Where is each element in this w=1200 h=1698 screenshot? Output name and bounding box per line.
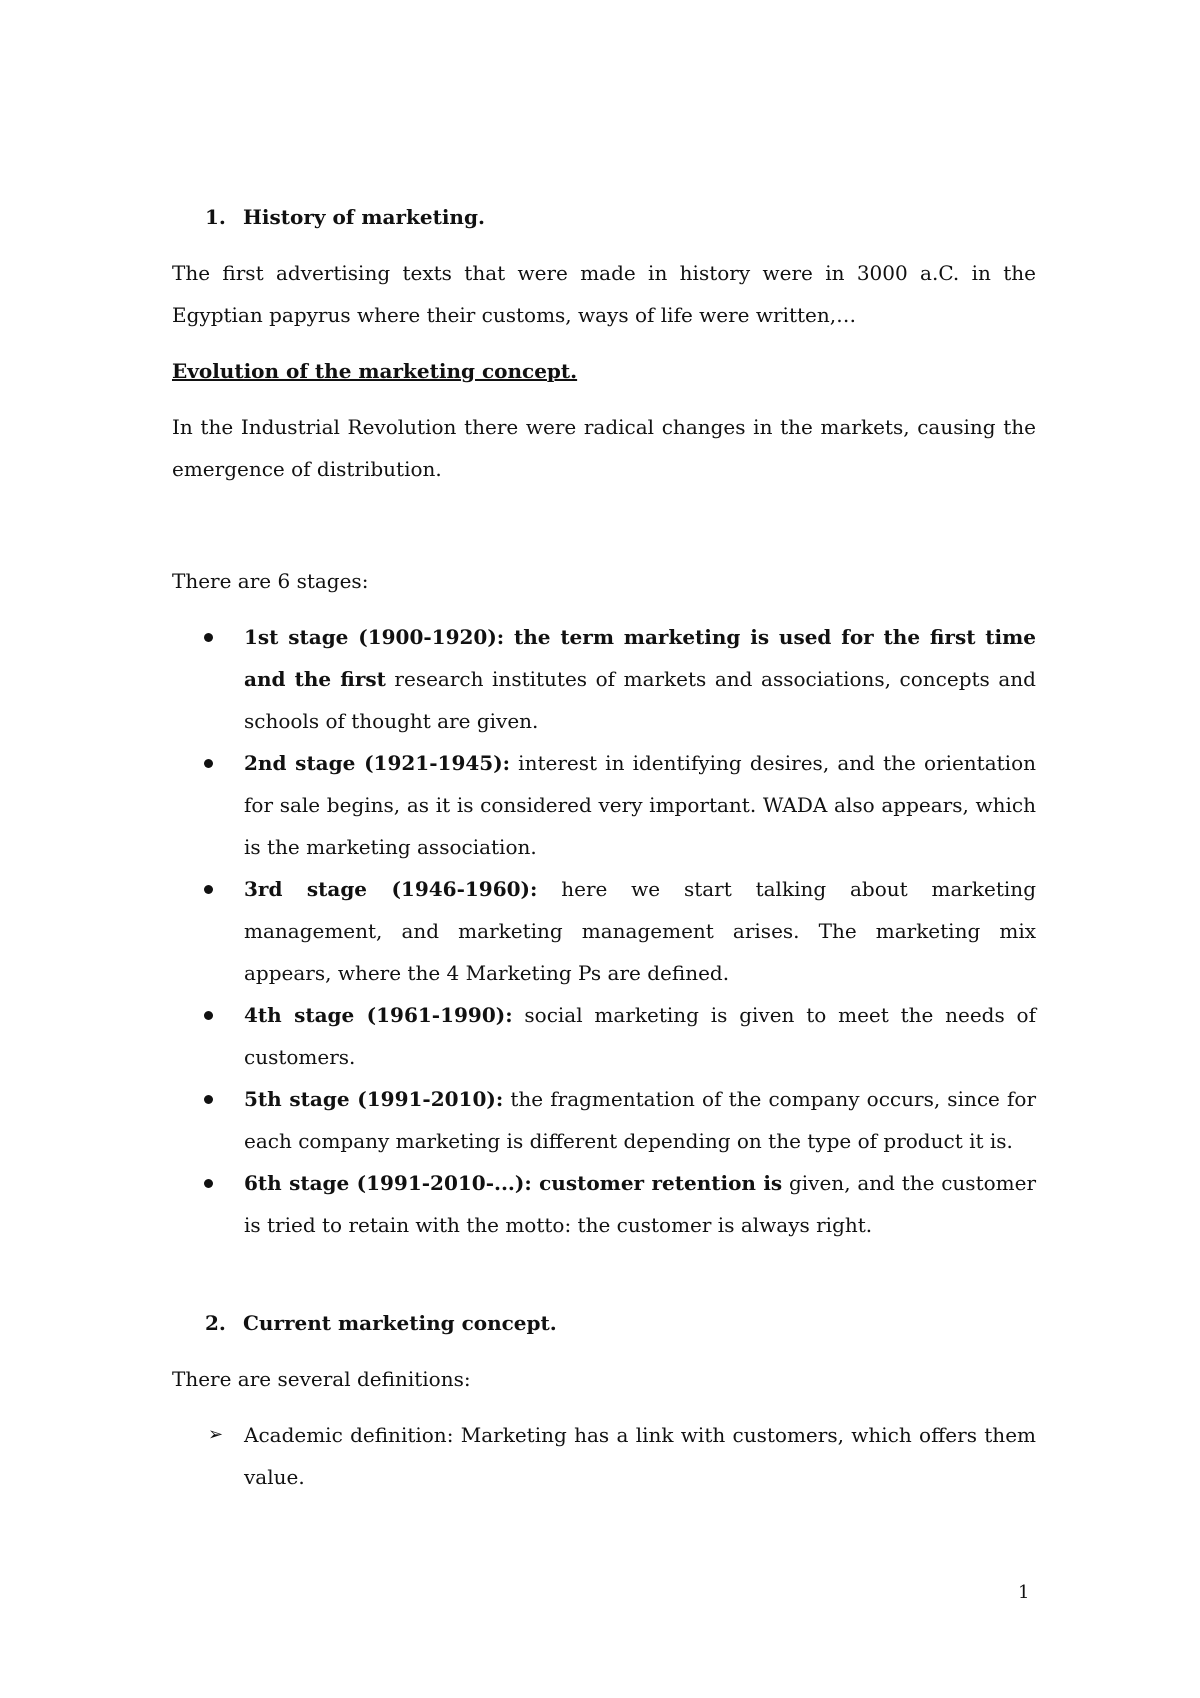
stage-3-text: here we start talking about marketing management, and marketing management arises. The marketing mix appears, where the 4 Marketing Ps are defined. (244, 877, 1036, 985)
bullet-icon (204, 633, 213, 642)
stage-item-3 (172, 868, 1036, 994)
document-body (172, 196, 1036, 1498)
stage-5-text: the fragmentation of the company occurs, since for each company marketing is different depending on the type of product it is. (244, 1087, 1036, 1153)
stage-item-1 (172, 616, 1036, 742)
stage-item-2 (172, 742, 1036, 868)
section-2-number: 2. (205, 1311, 226, 1335)
bullet-icon (204, 885, 213, 894)
stages-intro: There are 6 stages: (172, 569, 369, 593)
stage-item-6 (172, 1162, 1036, 1246)
stage-item-5 (172, 1078, 1036, 1162)
arrow-bullet-icon: ➢ (208, 1424, 224, 1445)
bullet-icon (204, 1011, 213, 1020)
section-spacer (172, 1246, 1036, 1302)
definitions-list (172, 1414, 1036, 1498)
section-1-heading (172, 196, 1036, 238)
stage-1-label: 1st stage (1900-1920): the term marketing is used for the first time and the first (244, 625, 1036, 691)
stage-6-label: 6th stage (1991-2010-...): customer retention is (244, 1171, 783, 1195)
section-1-number: 1. (205, 205, 226, 229)
stage-2-text: interest in identifying desires, and the orientation for sale begins, as it is considered very important. WADA also appears, which is the marketing association. (244, 751, 1036, 859)
stage-4-label: 4th stage (1961-1990): (244, 1003, 513, 1027)
section-2-title: Current marketing concept. (243, 1311, 557, 1335)
definition-1-text: Academic definition: Marketing has a link with customers, which offers them value. (244, 1423, 1036, 1489)
stage-5-label: 5th stage (1991-2010): (244, 1087, 504, 1111)
bullet-icon (204, 759, 213, 768)
evolution-heading: Evolution of the marketing concept. (172, 359, 578, 383)
stages-list (172, 616, 1036, 1246)
definitions-intro: There are several definitions: (172, 1367, 471, 1391)
stage-6-text: given, and the customer is tried to retain with the motto: the customer is always right. (244, 1171, 1037, 1237)
evolution-paragraph: In the Industrial Revolution there were radical changes in the markets, causing the emergence of distribution. (172, 415, 1036, 481)
bullet-icon (204, 1095, 213, 1104)
section-2-heading (172, 1302, 1036, 1344)
paragraph-spacer (172, 504, 1036, 560)
stage-2-label: 2nd stage (1921-1945): (244, 751, 511, 775)
bullet-icon (204, 1179, 213, 1188)
stage-3-label: 3rd stage (1946-1960): (244, 877, 538, 901)
definition-item-1 (172, 1414, 1036, 1498)
section-1-title: History of marketing. (243, 205, 485, 229)
stage-item-4 (172, 994, 1036, 1078)
stage-1-text: research institutes of markets and associations, concepts and schools of thought are given. (244, 667, 1036, 733)
stage-4-text: social marketing is given to meet the needs of customers. (244, 1003, 1036, 1069)
page-number: 1 (1018, 1582, 1030, 1603)
intro-paragraph: The first advertising texts that were made in history were in 3000 a.C. in the Egyptian papyrus where their customs, ways of life were written,… (172, 261, 1036, 327)
